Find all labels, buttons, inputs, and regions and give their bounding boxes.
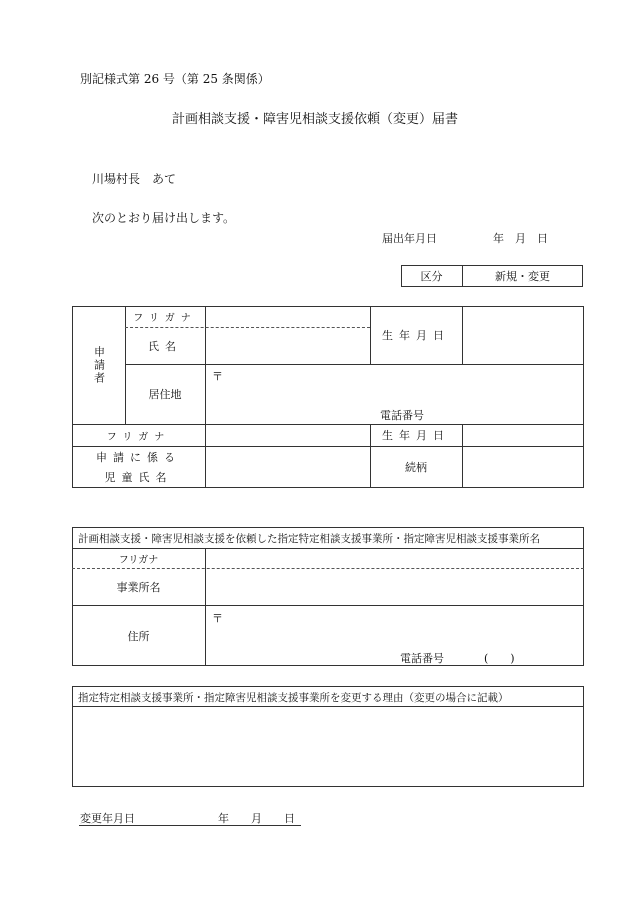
change-date-label: 変更年月日 [80, 812, 135, 825]
office-phone-label: 電話番号 [400, 652, 444, 665]
page-title: 計画相談支援・障害児相談支援依頼（変更）届書 [171, 112, 458, 127]
office-name-label: 事業所名 [116, 580, 161, 594]
office-phone-paren[interactable]: ( ) [484, 652, 515, 665]
office-furigana-label: フリガナ [118, 554, 159, 566]
office-table-heading: 計画相談支援・障害児相談支援を依頼した指定特定相談支援事業所・指定障害児相談支援事業所名 [78, 533, 540, 545]
addressee: 川場村長 あて [92, 172, 177, 186]
office-postal-mark: 〒 [212, 612, 223, 625]
address-label: 居住地 [148, 388, 182, 401]
furigana-field[interactable] [205, 306, 370, 327]
office-name-field[interactable] [205, 568, 584, 605]
category-value[interactable]: 新規・変更 [495, 270, 550, 283]
submission-date-blank[interactable]: 年 月 日 [493, 232, 548, 245]
change-date-blank[interactable]: 年 月 日 [218, 812, 295, 825]
child-name-label-1: 申請に係る [96, 451, 181, 464]
birthdate-field[interactable] [462, 306, 584, 364]
relation-field[interactable] [462, 446, 584, 488]
child-furigana-field[interactable] [205, 424, 370, 446]
form-number: 別記様式第 26 号（第 25 条関係） [80, 72, 270, 86]
reason-field[interactable] [72, 706, 584, 787]
change-date-underline [79, 825, 301, 826]
child-furigana-label: フリガナ [106, 431, 171, 443]
child-birthdate-label: 生年月日 [382, 429, 450, 442]
child-name-label-2: 児童氏名 [104, 471, 173, 484]
submission-date-label: 届出年月日 [382, 232, 437, 245]
child-birthdate-field[interactable] [462, 424, 584, 446]
category-label: 区分 [420, 270, 443, 283]
birthdate-label: 生年月日 [382, 329, 450, 342]
name-label: 氏名 [148, 339, 182, 353]
intro-text: 次のとおり届け出します。 [92, 211, 236, 225]
office-address-label: 住所 [127, 629, 150, 643]
office-furigana-field[interactable] [205, 548, 584, 568]
relation-label: 続柄 [405, 461, 427, 474]
applicant-side-label: 申請者 [92, 345, 106, 385]
postal-mark: 〒 [212, 370, 223, 383]
reason-table-heading: 指定特定相談支援事業所・指定障害児相談支援事業所を変更する理由（変更の場合に記載） [78, 692, 509, 704]
child-name-field[interactable] [205, 446, 370, 488]
phone-label: 電話番号 [380, 409, 424, 422]
name-field[interactable] [205, 327, 370, 364]
furigana-label: フリガナ [133, 313, 197, 324]
